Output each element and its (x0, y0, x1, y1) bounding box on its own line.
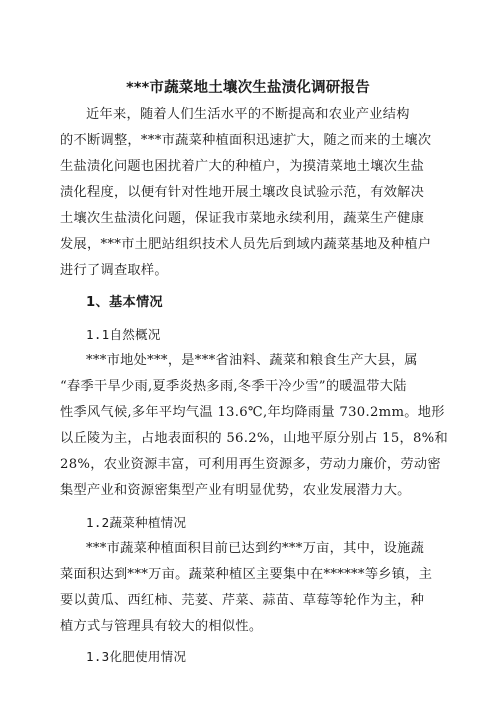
section-heading-basic-info: 1、基本情况 (86, 295, 163, 310)
intro-line: 发展，***市土肥站组织技术人员先后到域内蔬菜基地及种植户 (60, 237, 432, 252)
paragraph-line: 集型产业和资源密集型产业有明显优势，农业发展潜力大。 (60, 483, 411, 498)
document-title: ***市蔬菜地土壤次生盐渍化调研报告 (126, 80, 370, 96)
subsection-heading-vegetable-planting: 1.2蔬菜种植情况 (86, 515, 187, 530)
intro-line: 的不断调整，***市蔬菜种植面积迅速扩大，随之而来的土壤次 (60, 133, 432, 148)
intro-line: 近年来，随着人们生活水平的不断提高和农业产业结构 (86, 107, 410, 122)
intro-line: 生盐渍化问题也困扰着广大的种植户，为摸清菜地土壤次生盐 (60, 159, 425, 174)
subsection-heading-natural-overview: 1.1自然概况 (86, 327, 161, 342)
intro-line: 土壤次生盐渍化问题，保证我市菜地永续利用，蔬菜生产健康 (60, 211, 425, 226)
paragraph-line: ***市地处***，是***省油料、蔬菜和粮食生产大县，属 (86, 353, 418, 368)
subsection-heading-fertilizer-use: 1.3化肥使用情况 (86, 649, 187, 664)
paragraph-line: 性季风气候,多年平均气温 13.6℃,年均降雨量 730.2mm。地形 (60, 405, 445, 420)
intro-line: 进行了调查取样。 (60, 263, 168, 278)
paragraph-line: 28%，农业资源丰富，可利用再生资源多，劳动力廉价，劳动密 (60, 457, 441, 472)
paragraph-line: “春季干旱少雨,夏季炎热多雨,冬季干冷少雪”的暖温带大陆 (60, 379, 407, 394)
paragraph-line: 菜面积达到***万亩。蔬菜种植区主要集中在******等乡镇，主 (60, 567, 433, 582)
intro-line: 渍化程度，以便有针对性地开展土壤改良试验示范，有效解决 (60, 185, 425, 200)
paragraph-line: ***市蔬菜种植面积目前已达到约***万亩，其中，设施蔬 (86, 541, 425, 556)
paragraph-line: 要以黄瓜、西红柿、芫荽、芹菜、蒜苗、草莓等轮作为主，种 (60, 593, 425, 608)
paragraph-line: 以丘陵为主，占地表面积的 56.2%，山地平原分别占 15，8%和 (60, 431, 449, 446)
paragraph-line: 植方式与管理具有较大的相似性。 (60, 619, 263, 634)
